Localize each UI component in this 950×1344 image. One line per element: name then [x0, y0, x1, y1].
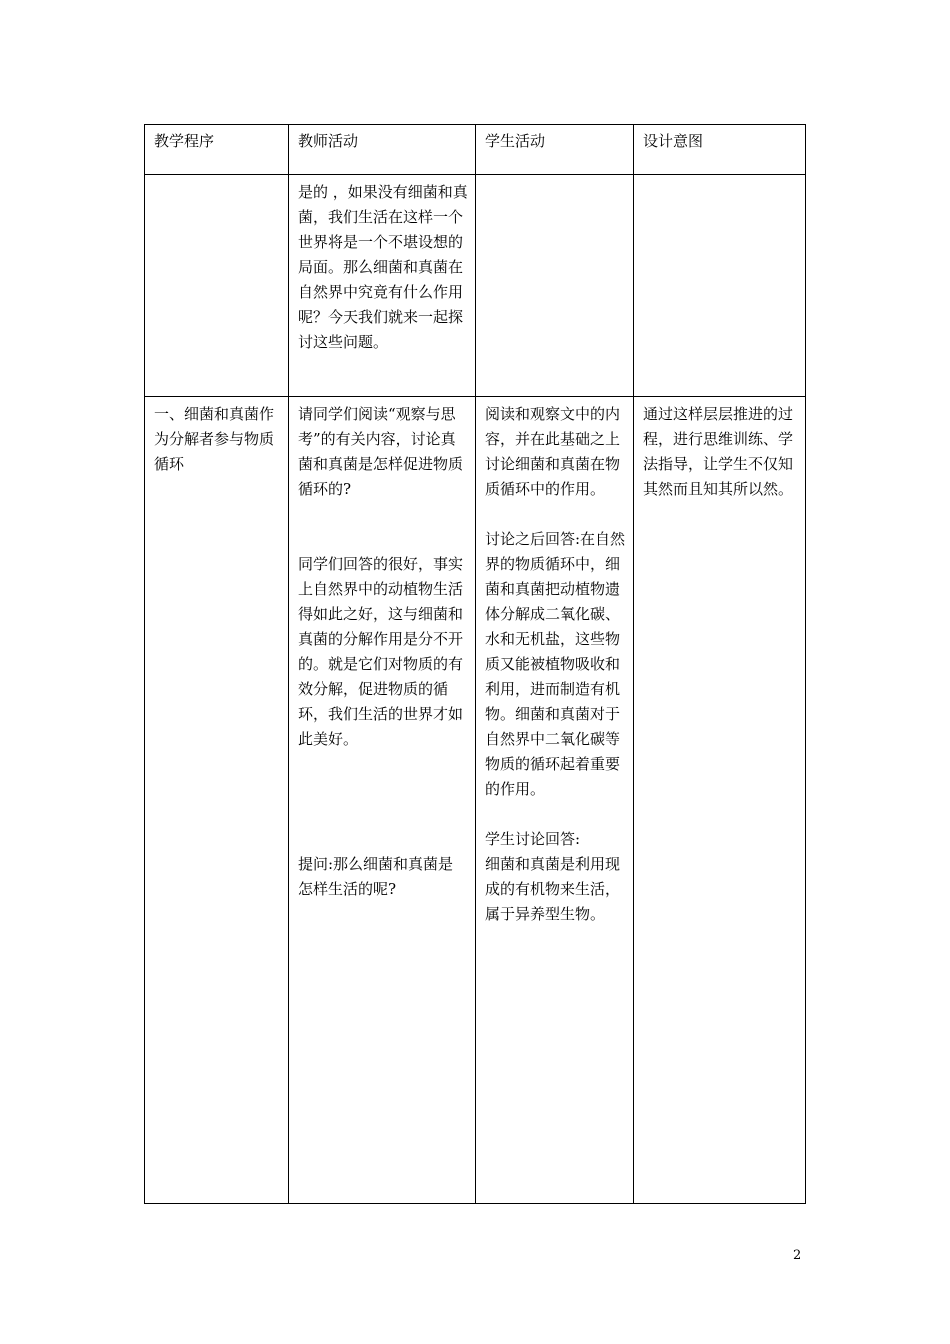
header-teacher-activity: 教师活动 — [289, 125, 476, 175]
table-row — [145, 397, 806, 1204]
cell-teacher-activity — [289, 397, 476, 1204]
cell-intent-empty — [634, 175, 806, 397]
teacher-paragraph-2: 同学们回答的很好，事实上自然界中的动植物生活得如此之好，这与细菌和真菌的分解作用是分不开的。就是它们对物质的有效分解，促进物质的循环，我们生活的世界才如此美好。 — [298, 555, 464, 748]
header-procedure: 教学程序 — [145, 125, 289, 175]
student-paragraph-1: 阅读和观察文中的内容，并在此基础之上讨论细菌和真菌在物质循环中的作用。 — [485, 405, 621, 498]
cell-student-activity — [476, 397, 634, 1204]
student-paragraph-4: 细菌和真菌是利用现成的有机物来生活，属于异养型生物。 — [485, 855, 621, 923]
lesson-plan-table — [144, 124, 806, 1204]
procedure-text: 一、细菌和真菌作为分解者参与物质循环 — [154, 405, 275, 473]
cell-design-intent — [634, 397, 806, 1204]
cell-procedure — [145, 397, 289, 1204]
cell-teacher-intro — [289, 175, 476, 397]
page-number: 2 — [793, 1248, 802, 1263]
teacher-intro-text: 是的 ，如果没有细菌和真菌，我们生活在这样一个世界将是一个不堪设想的局面。那么细菌和真菌在自然界中究竟有什么作用呢？今天我们就来一起探讨这些问题。 — [298, 183, 468, 351]
student-paragraph-2: 讨论之后回答:在自然界的物质循环中，细菌和真菌把动植物遗体分解成二氧化碳、水和无机盐，这些物质又能被植物吸收和利用，进而制造有机物。细菌和真菌对于自然界中二氧化碳等物质的循环起着重要的作用。 — [485, 530, 626, 798]
cell-procedure-empty — [145, 175, 289, 397]
table-row — [145, 175, 806, 397]
cell-student-empty — [476, 175, 634, 397]
intent-text: 通过这样层层推进的过程，进行思维训练、学法指导，让学生不仅知其然而且知其所以然。 — [643, 405, 794, 498]
table-header-row — [145, 125, 806, 175]
header-student-activity: 学生活动 — [476, 125, 634, 175]
teacher-paragraph-3: 提问:那么细菌和真菌是怎样生活的呢? — [298, 855, 454, 898]
student-paragraph-3: 学生讨论回答: — [485, 830, 581, 848]
header-design-intent: 设计意图 — [634, 125, 806, 175]
teacher-paragraph-1: 请同学们阅读“观察与思考”的有关内容，讨论真菌和真菌是怎样促进物质循环的? — [298, 405, 464, 498]
